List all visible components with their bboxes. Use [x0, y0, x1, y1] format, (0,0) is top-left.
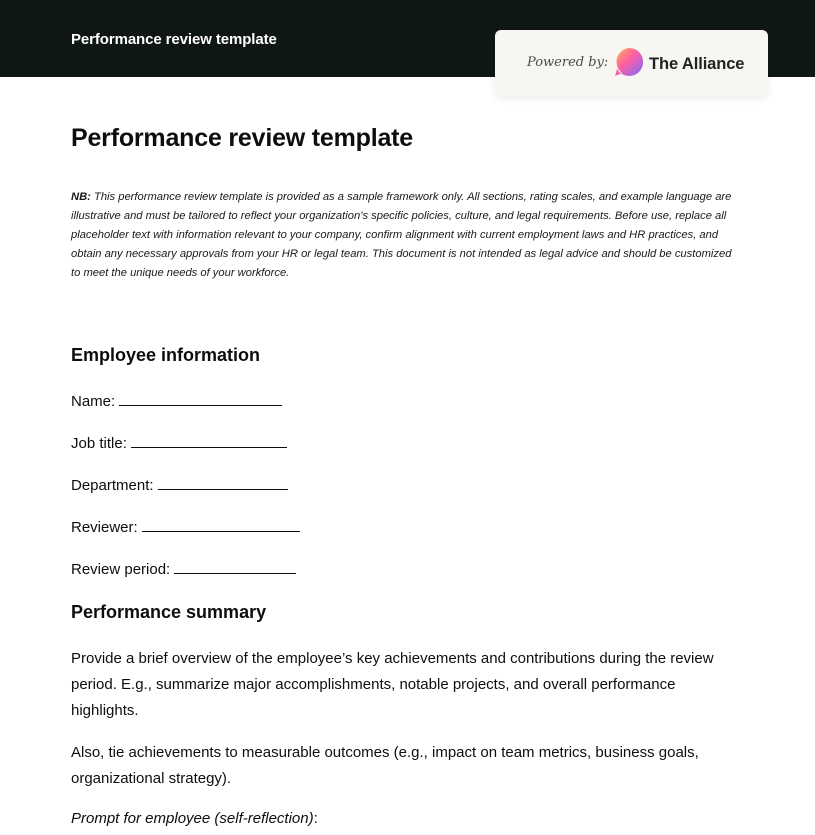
fill-in-line[interactable]: [158, 488, 288, 490]
powered-by-label: Powered by:: [527, 55, 609, 70]
reviewer-field[interactable]: [71, 519, 300, 536]
self-reflection-prompt: [71, 810, 318, 827]
powered-by-badge[interactable]: [495, 30, 768, 96]
prompt-suffix: :: [313, 810, 318, 827]
summary-paragraph: Provide a brief overview of the employee’s key achievements and contributions during the review period. E.g., summarize major accomplishments, notable projects, and overall performance highlights.: [71, 650, 714, 719]
disclaimer: [71, 188, 743, 283]
field-label: Department:: [71, 477, 154, 494]
field-label: Review period:: [71, 561, 171, 578]
outcomes-paragraph: Also, tie achievements to measurable outcomes (e.g., impact on team metrics, business goals, organizational strategy).: [71, 744, 699, 787]
fill-in-line[interactable]: [131, 446, 287, 448]
disclaimer-prefix: NB:: [71, 191, 91, 203]
fill-in-line[interactable]: [174, 572, 296, 574]
brand-logo-icon: [614, 47, 644, 77]
field-label: Name:: [71, 393, 116, 410]
disclaimer-text: This performance review template is provided as a sample framework only. All sections, rating scales, and example language are illustrative and must be tailored to reflect your organization’s specific policies, culture, and legal requirements. Before use, replace all placeholder text with information relevant to your company, confirm alignment with current employment laws and HR practices, and obtain any necessary approvals from your HR or legal team. This document is not intended as legal advice and should be customized to meet the unique needs of your workforce.: [71, 191, 732, 279]
page-title: Performance review template: [71, 124, 413, 152]
department-field[interactable]: [71, 477, 288, 494]
header-bar: [0, 0, 815, 77]
prompt-label: Prompt for employee (self-reflection): [71, 810, 314, 827]
fill-in-line[interactable]: [119, 404, 282, 406]
field-label: Job title:: [71, 435, 127, 452]
review-period-field[interactable]: [71, 561, 296, 578]
brand-name: The Alliance: [649, 55, 745, 73]
job-title-field[interactable]: [71, 435, 287, 452]
name-field[interactable]: [71, 393, 282, 410]
header-title: Performance review template: [71, 31, 277, 48]
field-label: Reviewer:: [71, 519, 138, 536]
fill-in-line[interactable]: [142, 530, 300, 532]
performance-summary-heading: Performance summary: [71, 602, 267, 622]
employee-information-heading: Employee information: [71, 345, 261, 365]
